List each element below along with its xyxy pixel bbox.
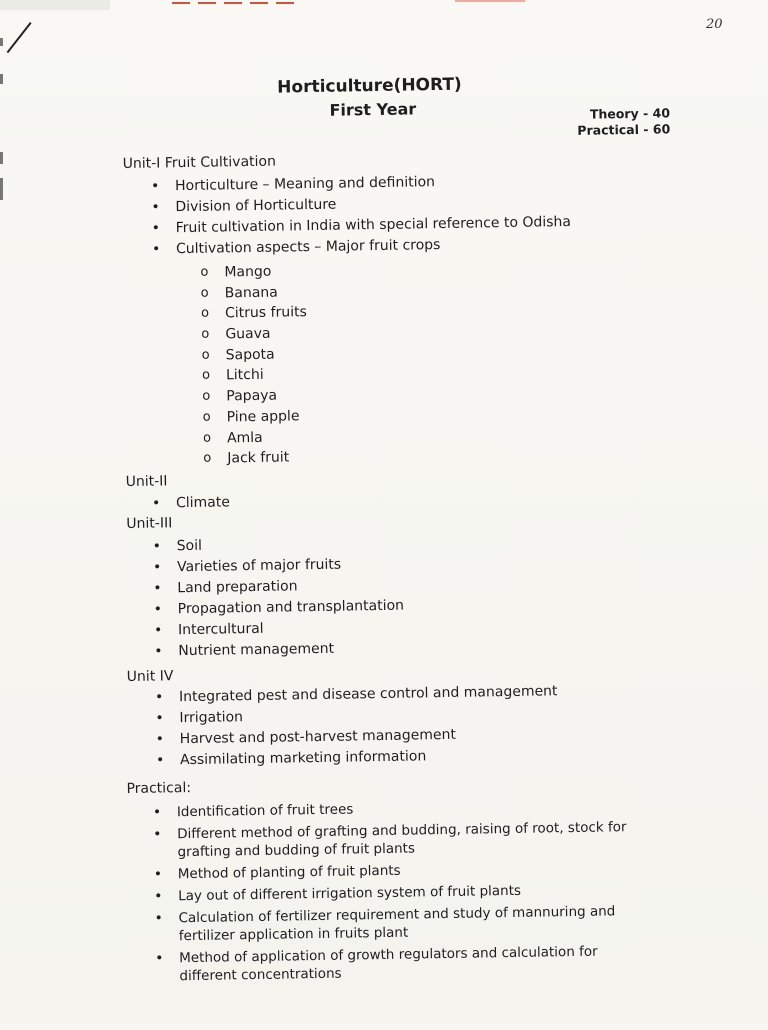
list-item: • Harvest and post-harvest management [180, 723, 559, 750]
crop-item: o Amla [227, 427, 309, 449]
list-item: • Cultivation aspects – Major fruit crops [176, 233, 572, 260]
list-item: • Division of Horticulture [175, 191, 571, 218]
crop-item: o Pine apple [227, 406, 309, 428]
list-item: • Different method of grafting and budding, raising of root, stock for grafting and budding of fruit plants [177, 818, 658, 862]
unit3-heading: Unit-III [126, 515, 173, 532]
list-item: • Integrated pest and disease control and management [179, 681, 558, 708]
list-item: • Soil [177, 533, 404, 558]
unit2-list [176, 492, 230, 514]
page-number: 20 [706, 17, 723, 32]
list-item: • Land preparation [177, 575, 404, 600]
document-subtitle: First Year [329, 99, 417, 120]
list-item: • Climate [176, 492, 230, 514]
practical-list [177, 796, 660, 990]
crop-item: o Citrus fruits [225, 303, 307, 325]
list-item: • Fruit cultivation in India with special reference to Odisha [176, 212, 572, 239]
practical-marks: Practical - 60 [577, 121, 671, 138]
list-item: • Propagation and transplantation [178, 596, 405, 621]
list-item: • Method of application of growth regulators and calculation for different concentrations [179, 942, 660, 986]
unit3-list [177, 533, 405, 663]
list-item: • Horticulture – Meaning and definition [175, 170, 571, 197]
list-item: • Method of planting of fruit plants [178, 858, 658, 884]
list-item: • Assimilating marketing information [180, 744, 559, 771]
theory-marks: Theory - 40 [589, 105, 671, 122]
practical-heading: Practical: [126, 780, 192, 798]
crop-item: o Sapota [226, 344, 308, 366]
marks-box [570, 105, 670, 139]
list-item: • Varieties of major fruits [177, 554, 404, 579]
crop-item: o Papaya [226, 385, 308, 407]
list-item: • Irrigation [179, 702, 558, 729]
crop-item: o Guava [225, 323, 307, 345]
list-item: • Nutrient management [178, 638, 405, 663]
document-title: Horticulture(HORT) [277, 74, 462, 98]
crop-item: o Mango [224, 261, 306, 283]
unit4-list [179, 681, 559, 771]
unit1-list [175, 170, 572, 260]
crop-item: o Banana [225, 282, 307, 304]
list-item: • Intercultural [178, 617, 405, 642]
crop-item: o Jack fruit [227, 447, 309, 469]
crop-item: o Litchi [226, 365, 308, 387]
unit1-heading: Unit-I Fruit Cultivation [122, 153, 277, 172]
list-item: • Identification of fruit trees [177, 796, 657, 822]
list-item: • Lay out of different irrigation system of fruit plants [178, 880, 658, 906]
unit2-heading: Unit-II [125, 473, 168, 490]
list-item: • Calculation of fertilizer requirement and study of mannuring and fertilizer application in fruits plant [178, 902, 659, 946]
unit4-heading: Unit IV [126, 668, 174, 685]
fruit-crops-list [224, 261, 309, 469]
